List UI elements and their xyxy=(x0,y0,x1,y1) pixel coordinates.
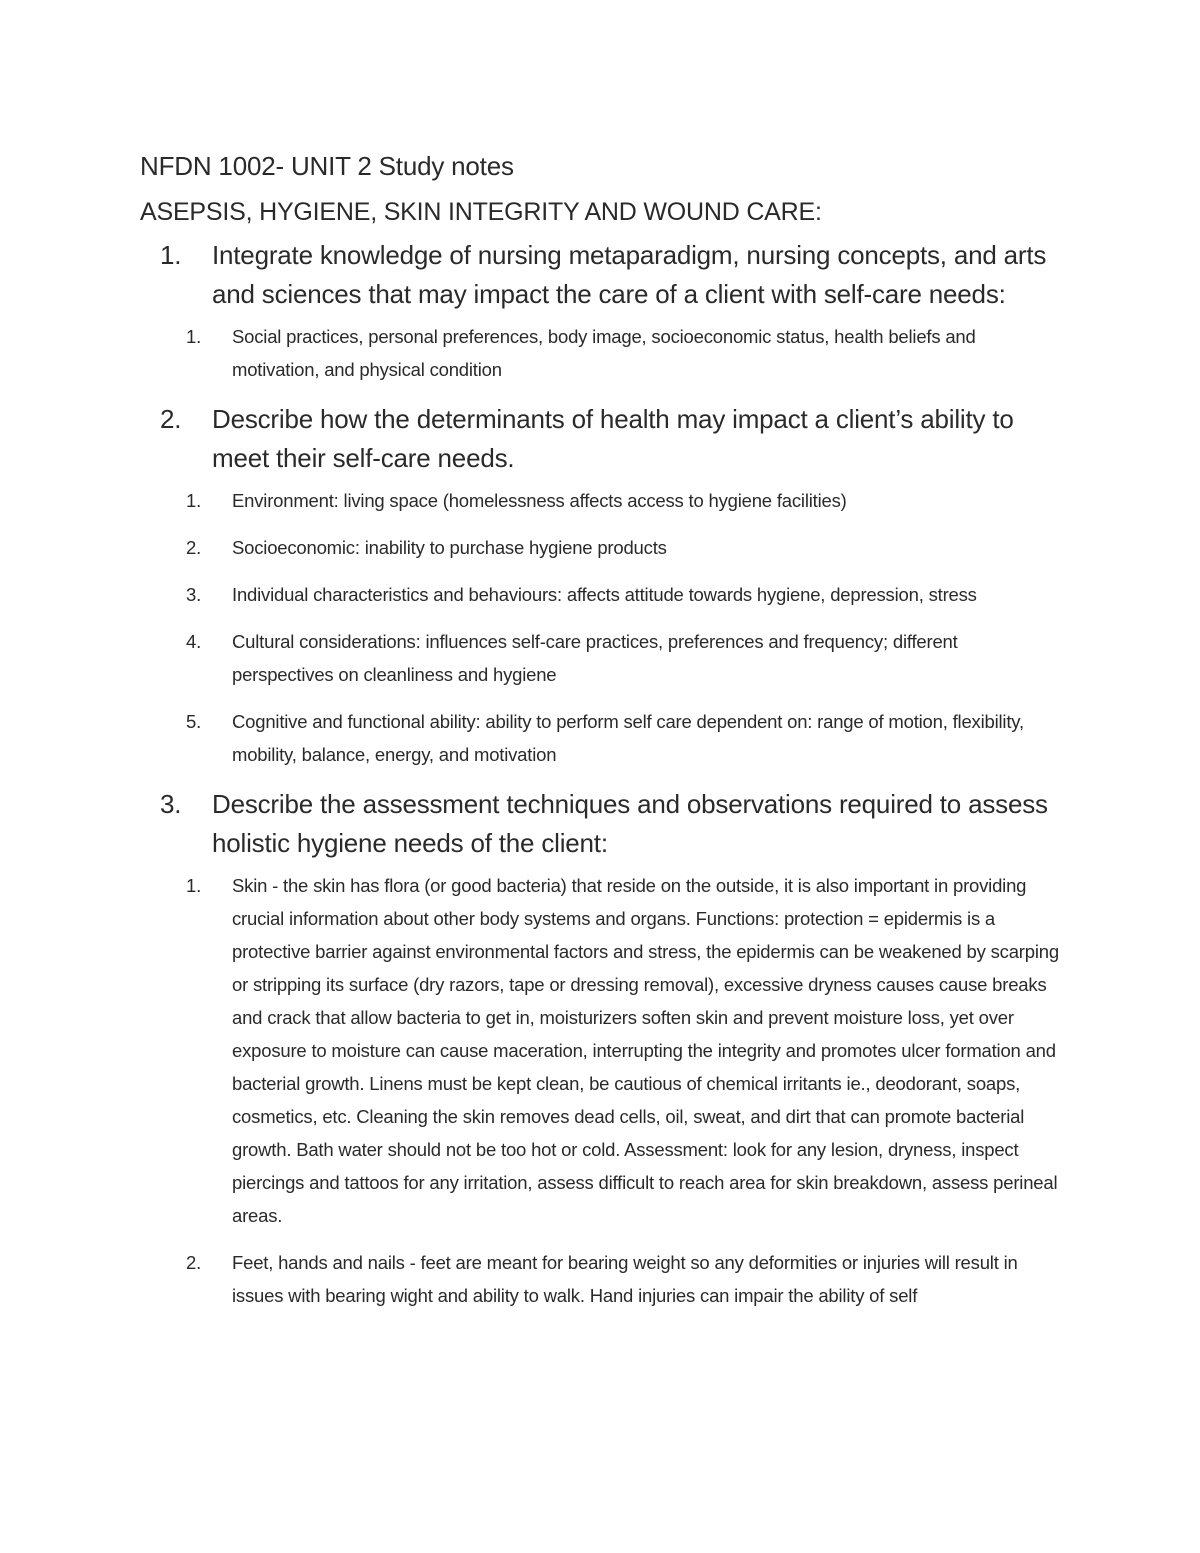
list-item xyxy=(140,705,1060,771)
list-item-number: 3. xyxy=(186,584,202,605)
list-item-text: Socioeconomic: inability to purchase hygiene products xyxy=(232,537,667,558)
question-heading xyxy=(140,236,1060,314)
question-text: Describe the assessment techniques and observations required to assess holistic hygiene needs of the client: xyxy=(212,789,1048,858)
question-number: 1. xyxy=(160,240,182,270)
list-item-number: 4. xyxy=(186,631,202,652)
question-text: Integrate knowledge of nursing metaparadigm, nursing concepts, and arts and sciences that may impact the care of a client with self-care needs: xyxy=(212,240,1047,309)
list-item xyxy=(140,578,1060,611)
section-title: ASEPSIS, HYGIENE, SKIN INTEGRITY AND WOUND CARE: xyxy=(140,198,822,226)
list-item-number: 2. xyxy=(186,537,202,558)
list-item-text: Individual characteristics and behaviours: affects attitude towards hygiene, depression, stress xyxy=(232,584,977,605)
question-number: 3. xyxy=(160,789,182,819)
document-title: NFDN 1002- UNIT 2 Study notes xyxy=(140,151,514,181)
question-number: 2. xyxy=(160,404,182,434)
list-item xyxy=(140,484,1060,517)
list-item-text: Cultural considerations: influences self-care practices, preferences and frequency; different perspectives on cleanliness and hygiene xyxy=(232,631,958,685)
list-item-text: Environment: living space (homelessness affects access to hygiene facilities) xyxy=(232,490,847,511)
list-item xyxy=(140,869,1060,1232)
question-heading xyxy=(140,785,1060,863)
list-item xyxy=(140,531,1060,564)
list-item xyxy=(140,1246,1060,1312)
list-item-number: 5. xyxy=(186,711,202,732)
document-page xyxy=(140,148,1060,1326)
list-item-number: 2. xyxy=(186,1252,202,1273)
question-block xyxy=(140,785,1060,1312)
list-item-text: Skin - the skin has flora (or good bacteria) that reside on the outside, it is also important in providing crucial information about other body systems and organs. Functions: protection = epidermis is a protective barrier against environmental factors and stress, the epidermis can be weakened by scarping or stripping its surface (dry razors, tape or dressing removal), excessive dryness causes cause breaks and crack that allow bacteria to get in, moisturizers soften skin and prevent moisture loss, yet over exposure to moisture can cause maceration, interrupting the integrity and promotes ulcer formation and bacterial growth. Linens must be kept clean, be cautious of chemical irritants ie., deodorant, soaps, cosmetics, etc. Cleaning the skin removes dead cells, oil, sweat, and dirt that can promote bacterial growth. Bath water should not be too hot or cold. Assessment: look for any lesion, dryness, inspect piercings and tattoos for any irritation, assess difficult to reach area for skin breakdown, assess perineal areas. xyxy=(232,875,1059,1226)
list-item-text: Cognitive and functional ability: ability to perform self care dependent on: range of motion, flexibility, mobility, balance, energy, and motivation xyxy=(232,711,1024,765)
question-block xyxy=(140,400,1060,771)
list-item-number: 1. xyxy=(186,326,202,347)
list-item-number: 1. xyxy=(186,875,202,896)
list-item-text: Social practices, personal preferences, body image, socioeconomic status, health beliefs and motivation, and physical condition xyxy=(232,326,976,380)
question-block xyxy=(140,236,1060,386)
list-item-number: 1. xyxy=(186,490,202,511)
question-text: Describe how the determinants of health may impact a client’s ability to meet their self-care needs. xyxy=(212,404,1014,473)
question-heading xyxy=(140,400,1060,478)
list-item xyxy=(140,320,1060,386)
list-item-text: Feet, hands and nails - feet are meant for bearing weight so any deformities or injuries will result in issues with bearing wight and ability to walk. Hand injuries can impair the ability of self xyxy=(232,1252,1018,1306)
list-item xyxy=(140,625,1060,691)
